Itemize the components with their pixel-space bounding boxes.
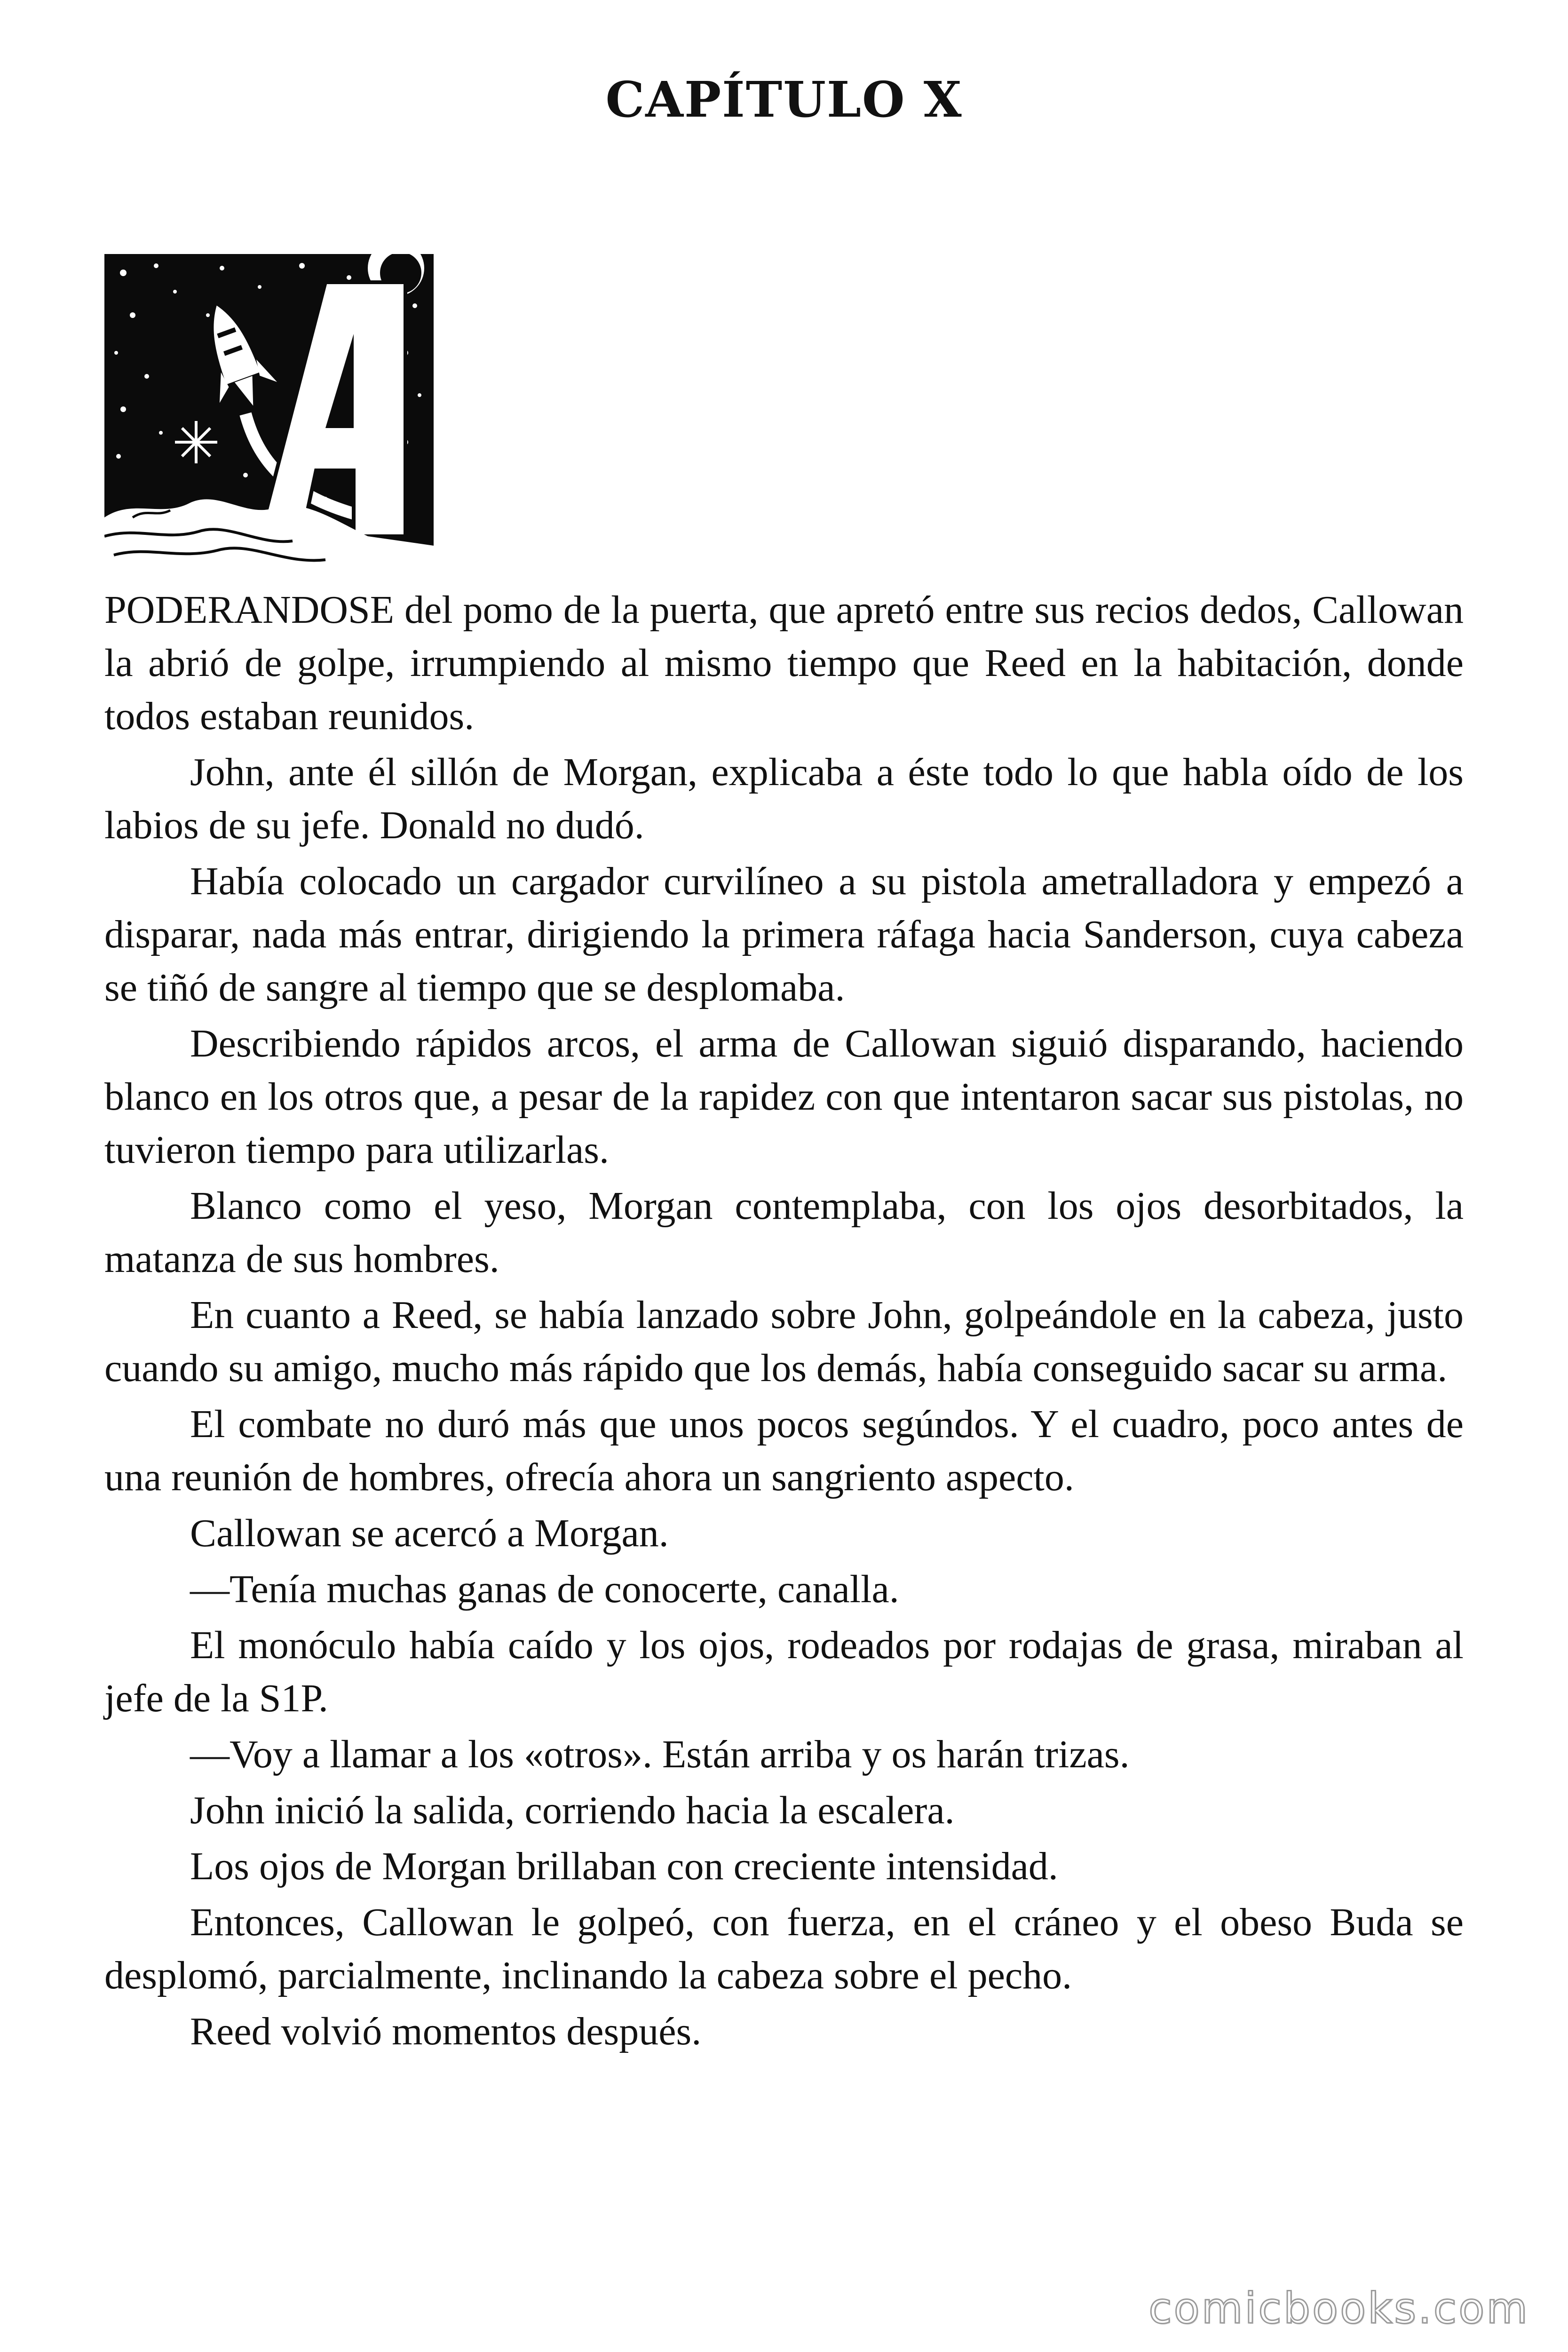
paragraph: El monóculo había caído y los ojos, rodeados por rodajas de grasa, miraban al jefe de la S1P. bbox=[104, 1623, 1464, 1720]
paragraph: Describiendo rápidos arcos, el arma de Callowan siguió disparando, haciendo blanco en los otros que, a pesar de la rapidez con que intentaron sacar sus pistolas, no tuvieron tiempo para utilizarlas. bbox=[104, 1022, 1464, 1172]
paragraph: —Tenía muchas ganas de conocerte, canalla. bbox=[190, 1567, 899, 1611]
paragraph: —Voy a llamar a los «otros». Están arriba y os harán trizas. bbox=[190, 1732, 1130, 1776]
paragraph: El combate no duró más que unos pocos segúndos. Y el cuadro, poco antes de una reunión de hombres, ofrecía ahora un sangriento aspecto. bbox=[104, 1402, 1464, 1499]
paragraph: PODERANDOSE del pomo de la puerta, que apretó entre sus recios dedos, Callowan la abrió de golpe, irrumpiendo al mismo tiempo que Reed en la habitación, donde todos estaban reunidos. bbox=[104, 588, 1464, 738]
paragraph: Blanco como el yeso, Morgan contemplaba, con los ojos desorbitados, la matanza de sus hombres. bbox=[104, 1184, 1464, 1281]
watermark: comicbooks.com bbox=[1148, 2284, 1529, 2333]
chapter-title: CAPÍTULO X bbox=[605, 71, 963, 128]
paragraph: John inició la salida, corriendo hacia la escalera. bbox=[190, 1788, 955, 1832]
paragraph: Había colocado un cargador curvilíneo a su pistola ametralladora y empezó a disparar, nada más entrar, dirigiendo la primera ráfaga hacia Sanderson, cuya cabeza se tiñó de sangre al tiempo que se desplomaba. bbox=[104, 859, 1464, 1009]
rocket-letter-a-icon bbox=[104, 254, 434, 579]
paragraph: Entonces, Callowan le golpeó, con fuerza, en el cráneo y el obeso Buda se desplomó, parcialmente, inclinando la cabeza sobre el pecho. bbox=[104, 1900, 1464, 1997]
paragraph: John, ante él sillón de Morgan, explicaba a éste todo lo que habla oído de los labios de su jefe. Donald no dudó. bbox=[104, 750, 1464, 847]
paragraph: Reed volvió momentos después. bbox=[190, 2010, 702, 2053]
paragraph: Callowan se acercó a Morgan. bbox=[190, 1511, 669, 1555]
paragraph: En cuanto a Reed, se había lanzado sobre John, golpeándole en la cabeza, justo cuando su amigo, mucho más rápido que los demás, había conseguido sacar su arma. bbox=[104, 1293, 1464, 1390]
paragraph: Los ojos de Morgan brillaban con creciente intensidad. bbox=[190, 1844, 1058, 1888]
body-text bbox=[104, 583, 1464, 2061]
